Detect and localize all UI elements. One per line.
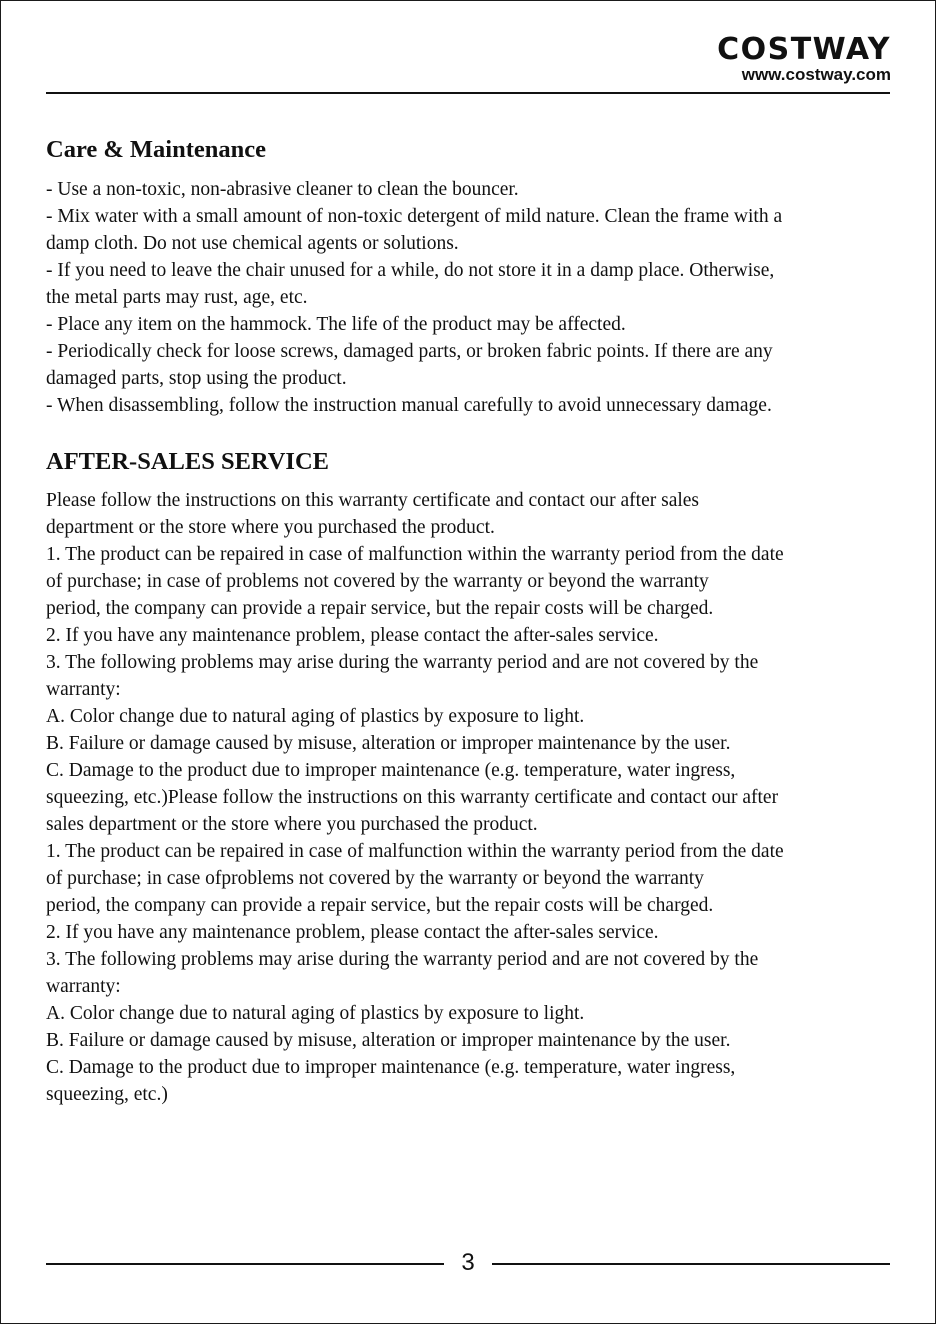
brand-block <box>717 32 891 84</box>
text-line: Please follow the instructions on this warranty certificate and contact our after sales <box>46 490 700 511</box>
text-line: sales department or the store where you purchased the product. <box>46 814 538 835</box>
text-line: - Periodically check for loose screws, damaged parts, or broken fabric points. If there are any <box>46 341 773 362</box>
text-line: - Place any item on the hammock. The life of the product may be affected. <box>46 314 626 335</box>
text-line: squeezing, etc.)Please follow the instructions on this warranty certificate and contact our after <box>46 787 779 808</box>
text-line: - When disassembling, follow the instruction manual carefully to avoid unnecessary damage. <box>46 395 772 416</box>
text-line: department or the store where you purchased the product. <box>46 517 495 538</box>
text-line: warranty: <box>46 679 121 700</box>
text-line: damp cloth. Do not use chemical agents or solutions. <box>46 233 459 254</box>
text-line: damaged parts, stop using the product. <box>46 368 347 389</box>
text-line: - Use a non-toxic, non-abrasive cleaner to clean the bouncer. <box>46 179 519 200</box>
text-line: A. Color change due to natural aging of plastics by exposure to light. <box>46 706 585 727</box>
header-divider <box>46 92 890 94</box>
text-line: C. Damage to the product due to improper maintenance (e.g. temperature, water ingress, <box>46 760 736 781</box>
care-maintenance-heading: Care & Maintenance <box>46 136 266 163</box>
text-line: squeezing, etc.) <box>46 1084 168 1105</box>
brand-logo: COSTWAY <box>717 32 891 67</box>
text-line: 1. The product can be repaired in case of malfunction within the warranty period from the date <box>46 841 784 862</box>
care-maintenance-text <box>46 176 896 419</box>
text-line: B. Failure or damage caused by misuse, alteration or improper maintenance by the user. <box>46 1030 731 1051</box>
text-line: 3. The following problems may arise during the warranty period and are not covered by the <box>46 652 759 673</box>
text-line: period, the company can provide a repair service, but the repair costs will be charged. <box>46 895 714 916</box>
text-line: - Mix water with a small amount of non-toxic detergent of mild nature. Clean the frame with a <box>46 206 783 227</box>
text-line: 3. The following problems may arise during the warranty period and are not covered by the <box>46 949 759 970</box>
text-line: the metal parts may rust, age, etc. <box>46 287 308 308</box>
page-footer <box>46 1248 890 1278</box>
brand-url: www.costway.com <box>741 65 891 84</box>
page-number: 3 <box>461 1249 475 1276</box>
text-line: 1. The product can be repaired in case of malfunction within the warranty period from the date <box>46 544 784 565</box>
text-line: A. Color change due to natural aging of plastics by exposure to light. <box>46 1003 585 1024</box>
footer-rule-right <box>492 1263 890 1265</box>
after-sales-text <box>46 487 896 1108</box>
text-line: of purchase; in case of problems not covered by the warranty or beyond the warranty <box>46 571 709 592</box>
text-line: 2. If you have any maintenance problem, please contact the after-sales service. <box>46 625 659 646</box>
text-line: C. Damage to the product due to improper maintenance (e.g. temperature, water ingress, <box>46 1057 736 1078</box>
text-line: period, the company can provide a repair service, but the repair costs will be charged. <box>46 598 714 619</box>
text-line: B. Failure or damage caused by misuse, alteration or improper maintenance by the user. <box>46 733 731 754</box>
text-line: warranty: <box>46 976 121 997</box>
text-line: 2. If you have any maintenance problem, please contact the after-sales service. <box>46 922 659 943</box>
after-sales-heading: AFTER-SALES SERVICE <box>46 448 330 475</box>
text-line: - If you need to leave the chair unused for a while, do not store it in a damp place. Otherwise, <box>46 260 775 281</box>
text-line: of purchase; in case ofproblems not covered by the warranty or beyond the warranty <box>46 868 704 889</box>
